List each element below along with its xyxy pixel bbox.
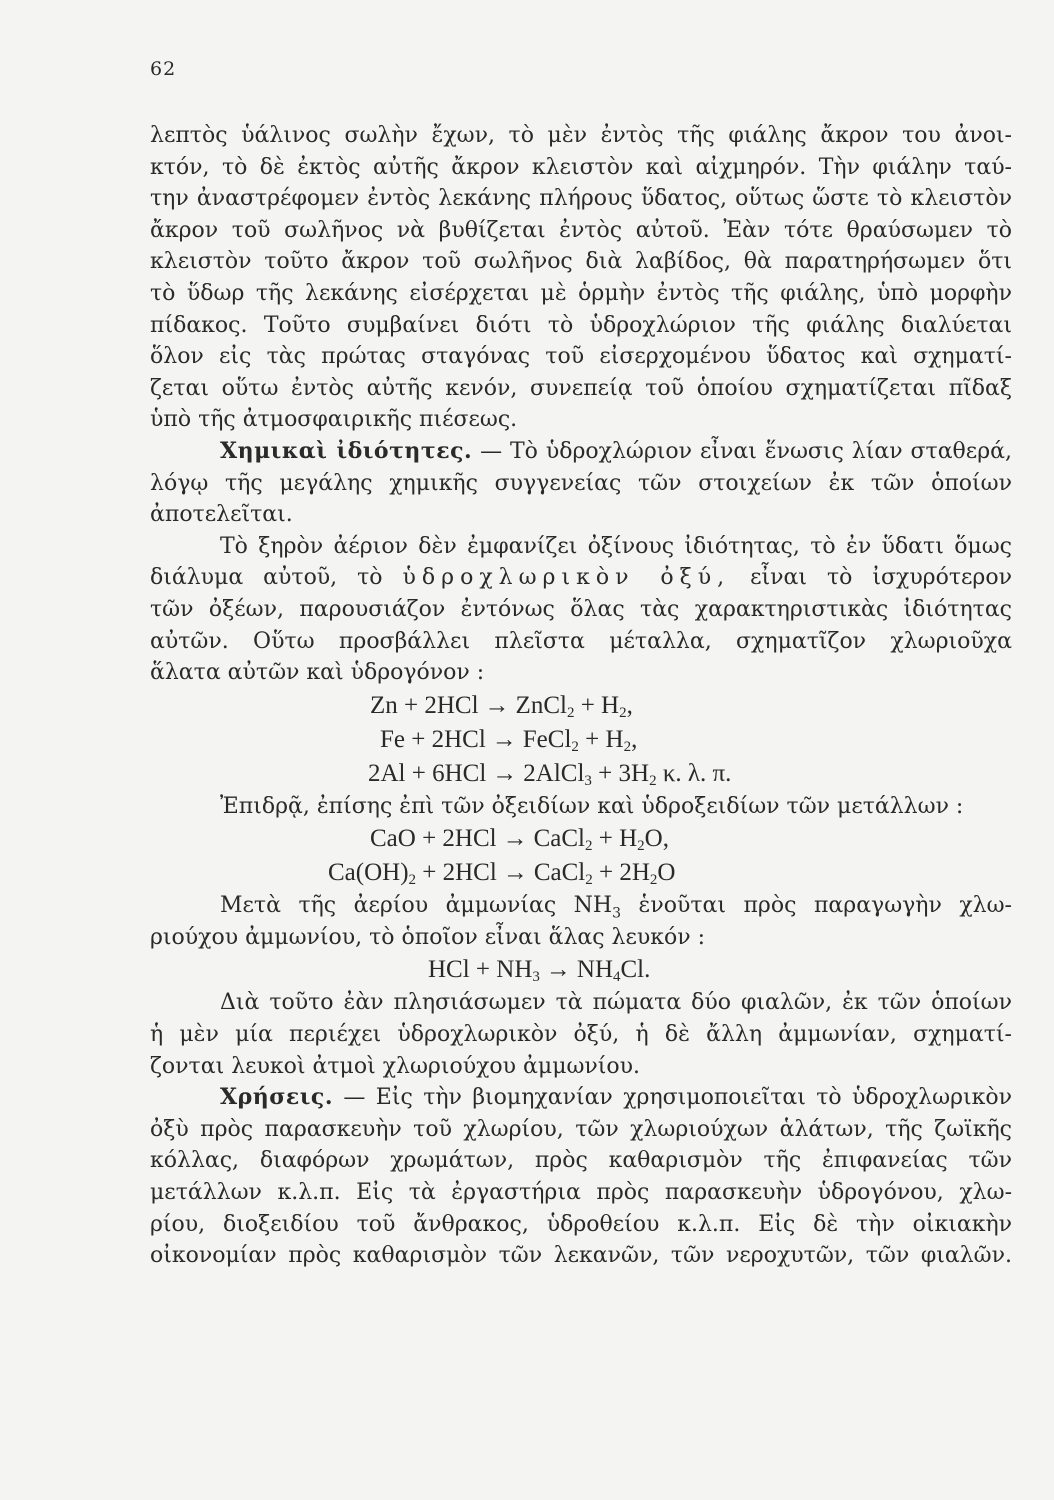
equation-reactants: Zn + 2HCl — [370, 691, 479, 719]
text-line: λεπτὸς ὑάλινος σωλὴν ἔχων, τὸ μὲν ἐντὸς τῆς φιάλης ἄκρον του ἀνοι- — [150, 123, 1012, 148]
section-line-chemical-properties — [150, 436, 1012, 468]
text-line: ὅλον εἰς τὰς πρώτας σταγόνας τοῦ εἰσερχομένου ὕδατος καὶ σχηματί- — [150, 344, 1012, 370]
text-line: οἰκονομίαν πρὸς καθαρισμὸν τῶν λεκανῶν, τῶν νεροχυτῶν, τῶν φιαλῶν. — [150, 1243, 1012, 1269]
equation-suffix: O, — [644, 825, 669, 853]
heading-rest: — Εἰς τὴν βιομηχανίαν χρησιμοποιεῖται τὸ ὑδροχλωρικὸν — [333, 1085, 1012, 1111]
subscript: 2 — [649, 772, 657, 789]
arrow-icon: → — [492, 759, 518, 787]
heading-uses: Χρήσεις. — [220, 1084, 333, 1111]
equation-zn — [150, 689, 1012, 723]
equation-product: FeCl — [522, 725, 572, 753]
text-line: ριούχου ἀμμωνίου, τὸ ὁποῖον εἶναι ἅλας λευκόν : — [150, 924, 706, 950]
spaced-term: ὑδροχλωρικὸν ὀξύ, — [402, 565, 731, 591]
subscript: 3 — [532, 969, 540, 986]
text-line: ἀποτελεῖται. — [150, 502, 293, 528]
text-segment: Μετὰ τῆς ἀερίου ἀμμωνίας NH — [220, 893, 613, 919]
section-line-uses — [150, 1082, 1012, 1114]
text-line: αὐτῶν. Οὕτω προσβάλλει πλεῖστα μέταλλα, σχηματῖζον χλωριοῦχα — [150, 628, 1012, 654]
arrow-icon: → — [502, 859, 528, 887]
text-line: την ἀναστρέφομεν ἐντὸς λεκάνης πλήρους ὕδατος, οὕτως ὥστε τὸ κλειστὸν — [150, 186, 1012, 212]
equation-product: + 3H — [591, 759, 650, 787]
text-line: μετάλλων κ.λ.π. Εἰς τὰ ἐργαστήρια πρὸς παρασκευὴν ὑδρογόνου, χλω- — [150, 1180, 1012, 1206]
text-line: ζονται λευκοὶ ἀτμοὶ χλωριούχου ἀμμωνίου. — [150, 1053, 641, 1079]
subscript: 2 — [408, 872, 417, 889]
equation-product: 2AlCl — [523, 759, 585, 787]
subscript: 2 — [623, 738, 632, 755]
equation-suffix: κ. λ. π. — [656, 759, 732, 787]
text-line: Τὸ ξηρὸν ἀέριον δὲν ἐμφανίζει ὀξίνους ἰδιότητας, τὸ ἐν ὕδατι ὅμως — [220, 533, 1012, 559]
text-segment: ἑνοῦται πρὸς παραγωγὴν χλω- — [621, 893, 1012, 919]
equation-fe — [150, 723, 1012, 757]
subscript: 2 — [619, 704, 627, 721]
text-line: κτόν, τὸ δὲ ἐκτὸς αὐτῆς ἄκρον κλειστὸν καὶ αἰχμηρόν. Τὴν φιάλην ταύ- — [150, 154, 1012, 180]
text-line: ζεται οὕτω ἐντὸς αὐτῆς κενόν, συνεπείᾳ τοῦ ὁποίου σχηματίζεται πῖδαξ — [150, 375, 1012, 401]
text-line: ὑπὸ τῆς ἀτμοσφαιρικῆς πιέσεως. — [150, 407, 518, 433]
text-line: πίδακος. Τοῦτο συμβαίνει διότι τὸ ὑδροχλώριον τῆς φιάλης διαλύεται — [150, 312, 1012, 338]
text-segment: διάλυμα αὐτοῦ, τὸ — [150, 565, 403, 591]
subscript: 2 — [637, 838, 645, 855]
heading-rest: — Τὸ ὑδροχλώριον εἶναι ἕνωσις λίαν σταθερά, — [472, 438, 1012, 464]
equation-nh4cl — [150, 953, 1012, 987]
equation-reactants: Fe + 2HCl — [380, 725, 486, 753]
equation-cao — [150, 822, 1012, 856]
subscript: 2 — [566, 704, 575, 721]
equation-reactants: HCl + NH — [428, 956, 533, 984]
text-line: ὀξὺ πρὸς παρασκευὴν τοῦ χλωρίου, τῶν χλωριούχων ἁλάτων, τῆς ζωϊκῆς — [150, 1116, 1012, 1142]
equation-caoh — [150, 856, 1012, 890]
equation-product: NH — [576, 956, 613, 984]
arrow-icon: → — [484, 691, 510, 719]
text-line — [150, 890, 1012, 922]
text-line: λόγῳ τῆς μεγάλης χημικῆς συγγενείας τῶν στοιχείων ἐκ τῶν ὁποίων — [150, 470, 1012, 496]
equation-product: + 2H — [592, 859, 650, 887]
equation-reactants: + 2HCl — [416, 859, 497, 887]
subscript: 2 — [649, 872, 658, 889]
equation-suffix: O — [657, 859, 676, 887]
equation-product: ZnCl — [515, 691, 567, 719]
text-line: Ἐπιδρᾷ, ἐπίσης ἐπὶ τῶν ὀξειδίων καὶ ὑδροξειδίων τῶν μετάλλων : — [220, 793, 964, 819]
text-line: ἄκρον τοῦ σωλῆνος νὰ βυθίζεται ἐντὸς αὐτοῦ. Ἐὰν τότε θραύσωμεν τὸ — [150, 217, 1012, 243]
text-line: τὸ ὕδωρ τῆς λεκάνης εἰσέρχεται μὲ ὁρμὴν ἐντὸς τῆς φιάλης, ὑπὸ μορφὴν — [150, 280, 1012, 306]
text-line: κλειστὸν τοῦτο ἄκρον τοῦ σωλῆνος διὰ λαβίδος, θὰ παρατηρήσωμεν ὅτι — [150, 249, 1012, 275]
text-line: ἡ μὲν μία περιέχει ὑδροχλωρικὸν ὀξύ, ἡ δὲ ἄλλη ἀμμωνίαν, σχηματί- — [150, 1022, 1012, 1048]
arrow-icon: → — [545, 956, 571, 984]
equation-suffix: , — [631, 725, 638, 753]
equation-product: Cl. — [620, 956, 651, 984]
text-line: ρίου, διοξειδίου τοῦ ἄνθρακος, ὑδροθείου κ.λ.π. Εἰς δὲ τὴν οἰκιακὴν — [150, 1211, 1012, 1237]
equation-al — [150, 757, 1012, 791]
subscript: 3 — [612, 905, 622, 922]
text-line: κόλλας, διαφόρων χρωμάτων, πρὸς καθαρισμὸν τῆς ἐπιφανείας τῶν — [150, 1148, 1012, 1174]
subscript: 2 — [585, 872, 593, 889]
equation-product: + H — [574, 691, 620, 719]
equation-reactants: Ca(OH) — [328, 859, 409, 887]
equation-reactants: 2Al + 6HCl — [368, 759, 487, 787]
equation-product: CaCl — [533, 825, 586, 853]
equation-reactants: CaO + 2HCl — [370, 825, 497, 853]
page-number: 62 — [150, 58, 177, 80]
text-line — [150, 562, 1012, 594]
subscript: 2 — [571, 738, 579, 755]
text-line: Διὰ τοῦτο ἐὰν πλησιάσωμεν τὰ πώματα δύο φιαλῶν, ἐκ τῶν ὁποίων — [220, 990, 1012, 1016]
equation-product: + H — [578, 725, 624, 753]
equation-product: + H — [592, 825, 638, 853]
heading-chemical-properties: Χημικαὶ ἰδιότητες. — [220, 437, 473, 464]
arrow-icon: → — [491, 725, 517, 753]
text-segment: εἶναι τὸ ἰσχυρότερον — [730, 565, 1012, 591]
equation-suffix: , — [626, 691, 633, 719]
text-line: ἅλατα αὐτῶν καὶ ὑδρογόνον : — [150, 660, 485, 686]
subscript: 4 — [613, 969, 621, 986]
arrow-icon: → — [502, 825, 528, 853]
subscript: 3 — [584, 772, 592, 789]
subscript: 2 — [585, 838, 593, 855]
equation-product: CaCl — [533, 859, 586, 887]
body-text — [150, 120, 1012, 1272]
text-line: τῶν ὀξέων, παρουσιάζον ἐντόνως ὅλας τὰς χαρακτηριστικὰς ἰδιότητας — [150, 596, 1012, 622]
